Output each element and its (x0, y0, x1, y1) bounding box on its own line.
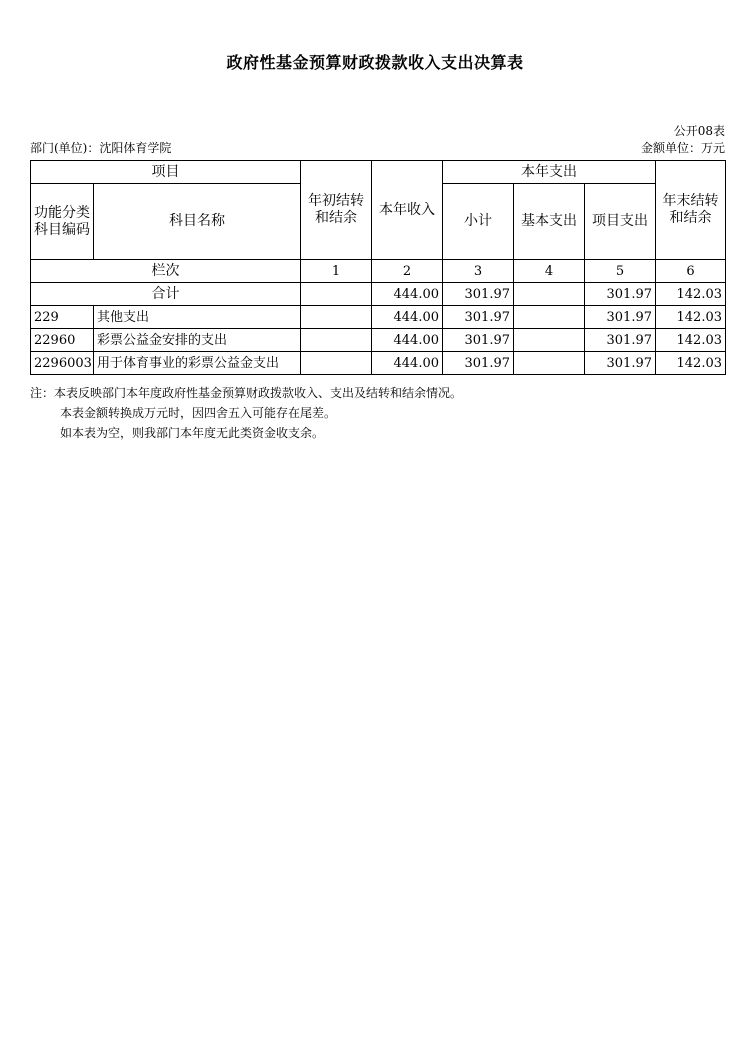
header-expenditure: 本年支出 (443, 161, 656, 184)
row-end: 142.03 (656, 329, 726, 352)
form-number: 公开08表 (673, 124, 725, 138)
row-name: 彩票公益金安排的支出 (94, 329, 301, 352)
row-project: 301.97 (585, 306, 656, 329)
row-basic (514, 329, 585, 352)
total-label: 合计 (31, 283, 301, 306)
row-end: 142.03 (656, 352, 726, 375)
row-subtotal: 301.97 (443, 352, 514, 375)
total-project: 301.97 (585, 283, 656, 306)
row-begin (301, 306, 372, 329)
column-index-label: 栏次 (31, 260, 301, 283)
header-project: 项目支出 (585, 184, 656, 260)
table-row (31, 306, 726, 329)
row-name: 用于体育事业的彩票公益金支出 (94, 352, 301, 375)
total-basic (514, 283, 585, 306)
header-subtotal: 小计 (443, 184, 514, 260)
row-code: 229 (31, 306, 94, 329)
row-income: 444.00 (372, 352, 443, 375)
header-begin-balance: 年初结转和结余 (301, 161, 372, 260)
column-index: 2 (372, 260, 443, 283)
header-end-balance: 年末结转和结余 (656, 161, 726, 260)
row-project: 301.97 (585, 352, 656, 375)
column-index: 4 (514, 260, 585, 283)
row-name: 其他支出 (94, 306, 301, 329)
row-begin (301, 352, 372, 375)
fund-table (30, 160, 726, 375)
header-func-code: 功能分类科目编码 (31, 184, 94, 260)
row-basic (514, 306, 585, 329)
table-row (31, 329, 726, 352)
page-title: 政府性基金预算财政拨款收入支出决算表 (226, 53, 524, 72)
header-subject-name: 科目名称 (94, 184, 301, 260)
total-income: 444.00 (372, 283, 443, 306)
header-income: 本年收入 (372, 161, 443, 260)
note-line: 如本表为空，则我部门本年度无此类资金收支余。 (60, 426, 325, 440)
row-income: 444.00 (372, 306, 443, 329)
column-index: 6 (656, 260, 726, 283)
header-row-1 (31, 161, 726, 184)
row-begin (301, 329, 372, 352)
notes (30, 383, 462, 443)
total-subtotal: 301.97 (443, 283, 514, 306)
row-income: 444.00 (372, 329, 443, 352)
note-line: 本表金额转换成万元时，因四舍五入可能存在尾差。 (60, 406, 337, 420)
amount-unit-label: 金额单位：万元 (640, 141, 725, 155)
row-subtotal: 301.97 (443, 329, 514, 352)
row-basic (514, 352, 585, 375)
table-row (31, 352, 726, 375)
row-code: 22960 (31, 329, 94, 352)
row-end: 142.03 (656, 306, 726, 329)
column-index: 1 (301, 260, 372, 283)
row-code: 2296003 (31, 352, 94, 375)
total-row (31, 283, 726, 306)
header-item: 项目 (31, 161, 301, 184)
column-index: 3 (443, 260, 514, 283)
total-begin (301, 283, 372, 306)
row-subtotal: 301.97 (443, 306, 514, 329)
total-end: 142.03 (656, 283, 726, 306)
note-line: 注：本表反映部门本年度政府性基金预算财政拨款收入、支出及结转和结余情况。 (30, 386, 463, 400)
header-basic: 基本支出 (514, 184, 585, 260)
column-index-row (31, 260, 726, 283)
column-index: 5 (585, 260, 656, 283)
department-label: 部门(单位)：沈阳体育学院 (30, 141, 172, 155)
row-project: 301.97 (585, 329, 656, 352)
